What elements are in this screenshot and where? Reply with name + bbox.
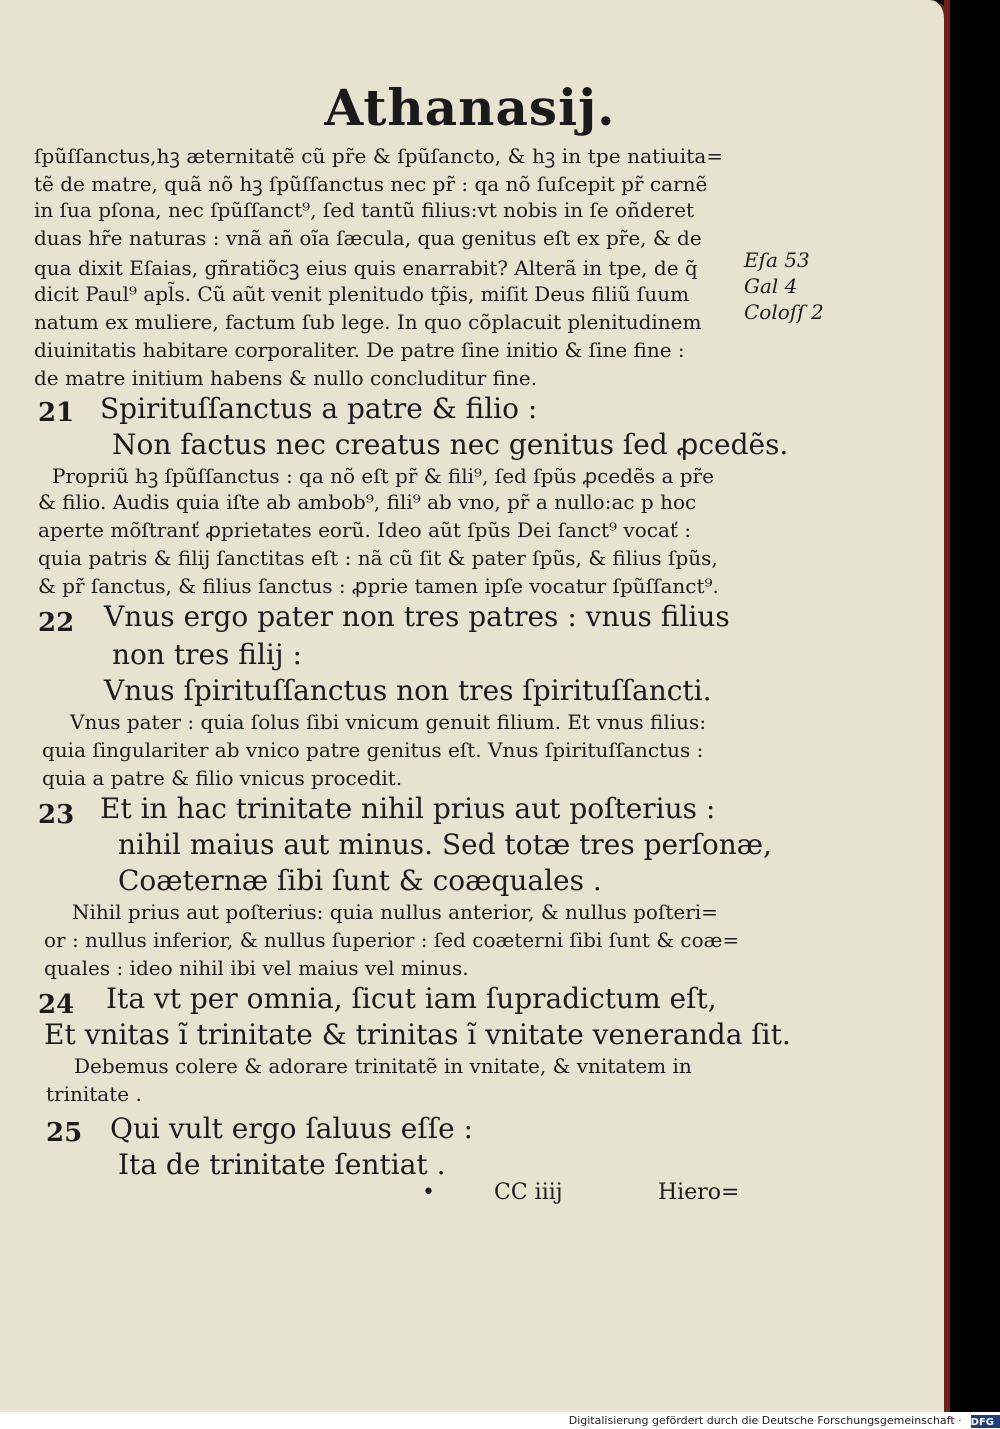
margin-note: Gal 4 (744, 274, 798, 298)
text-line: diuinitatis habitare corporaliter. De patre ſine initio & ſine fine : (34, 338, 685, 362)
text-line: quia a patre & filio vnicus procedit. (42, 766, 403, 790)
text-line: dicit Paul⁹ apl̃s. Cũ aũt venit plenitudo tp̃is, miſit Deus filiũ ſuum (34, 282, 690, 306)
text-line: de matre initium habens & nullo concluditur fine. (34, 366, 538, 390)
signature-mark: CC iiij (494, 1180, 563, 1205)
verse-line: Ita de trinitate ſentiat . (118, 1148, 446, 1181)
text-line: trinitate . (46, 1082, 142, 1106)
verse-line: Et vnitas ĩ trinitate & trinitas ĩ vnitate veneranda ſit. (44, 1018, 791, 1051)
text-line: Nihil prius aut poſterius: quia nullus anterior, & nullus poſteri= (72, 900, 718, 924)
text-line: natum ex muliere, factum ſub lege. In quo cõplacuit plenitudinem (34, 310, 702, 334)
catchword: Hiero= (658, 1180, 740, 1205)
text-line: or : nullus inferior, & nullus ſuperior : ſed coæterni ſibi ſunt & coæ= (44, 928, 740, 952)
footer-dot: • (422, 1180, 435, 1205)
verse-line: nihil maius aut minus. Sed totæ tres perſonæ, (118, 828, 772, 861)
dfg-logo: DFG (971, 1415, 1000, 1428)
verse-line: Ita vt per omnia, ſicut iam ſupradictum eſt, (106, 982, 717, 1015)
book-edge (944, 0, 950, 1412)
verse-number: 24 (38, 990, 75, 1020)
verse-number: 22 (38, 608, 75, 638)
digitization-note: Digitalisierung gefördert durch die Deutsche Forschungsgemeinschaft · (568, 1414, 962, 1427)
verse-line: Vnus ergo pater non tres patres : vnus filius (104, 600, 730, 633)
text-line: ſpũſſanctus,hꝫ æternitatẽ cũ pr̃e & ſpũſancto, & hꝫ in tpe natiuita= (34, 144, 724, 168)
verse-line: Non factus nec creatus nec genitus ſed ꝓcedẽs. (112, 428, 789, 461)
margin-note: Coloſſ 2 (744, 300, 824, 324)
verse-number: 25 (46, 1118, 83, 1148)
verse-line: Spirituſſanctus a patre & filio : (100, 392, 538, 425)
text-line: quia patris & filij ſanctitas eſt : nã cũ ſit & pater ſpũs, & filius ſpũs, (38, 546, 718, 570)
verse-line: Coæternæ ſibi ſunt & coæquales . (118, 864, 602, 897)
digitization-footer (0, 1412, 1000, 1429)
page-title: Athanasij. (324, 78, 616, 137)
text-line: in ſua pſona, nec ſpũſſanct⁹, ſed tantũ filius:vt nobis in ſe oñderet (34, 198, 695, 222)
text-line: quia ſingulariter ab vnico patre genitus eſt. Vnus ſpirituſſanctus : (42, 738, 704, 762)
text-line: Propriũ hꝫ ſpũſſanctus : qa nõ eſt pr̃ & fili⁹, ſed ſpũs ꝓcedẽs a pr̃e (52, 464, 714, 488)
text-line: quales : ideo nihil ibi vel maius vel minus. (44, 956, 469, 980)
verse-line: non tres filij : (112, 638, 302, 671)
verse-number: 23 (38, 800, 75, 830)
text-line: duas hr̃e naturas : vnã añ oĩa ſæcula, qua genitus eſt ex pr̃e, & de (34, 226, 702, 250)
text-line: aperte mõſtranť ꝓprietates eorũ. Ideo aũt ſpũs Dei ſanct⁹ vocať : (38, 518, 692, 542)
text-line: qua dixit Eſaias, gñratiõcꝫ eius quis enarrabit? Alterã in tpe, de q̃ (34, 256, 698, 280)
verse-line: Et in hac trinitate nihil prius aut poſterius : (100, 792, 716, 825)
text-line: & filio. Audis quia iſte ab ambob⁹, fili⁹ ab vno, pr̃ a nullo:ac p hoc (38, 490, 697, 514)
text-line: & pr̃ ſanctus, & filius ſanctus : ꝓprie tamen ipſe vocatur ſpũſſanct⁹. (38, 574, 719, 598)
text-line: Vnus pater : quia ſolus ſibi vnicum genuit filium. Et vnus filius: (70, 710, 707, 734)
margin-note: Eſa 53 (744, 248, 810, 272)
text-line: tẽ de matre, quã nõ hꝫ ſpũſſanctus nec pr̃ : qa nõ ſuſcepit pr̃ carnẽ (34, 172, 708, 196)
text-line: Debemus colere & adorare trinitatẽ in vnitate, & vnitatem in (74, 1054, 692, 1078)
verse-line: Qui vult ergo ſaluus eſſe : (110, 1112, 473, 1145)
verse-line: Vnus ſpirituſſanctus non tres ſpirituſſancti. (104, 674, 712, 707)
verse-number: 21 (38, 398, 75, 428)
